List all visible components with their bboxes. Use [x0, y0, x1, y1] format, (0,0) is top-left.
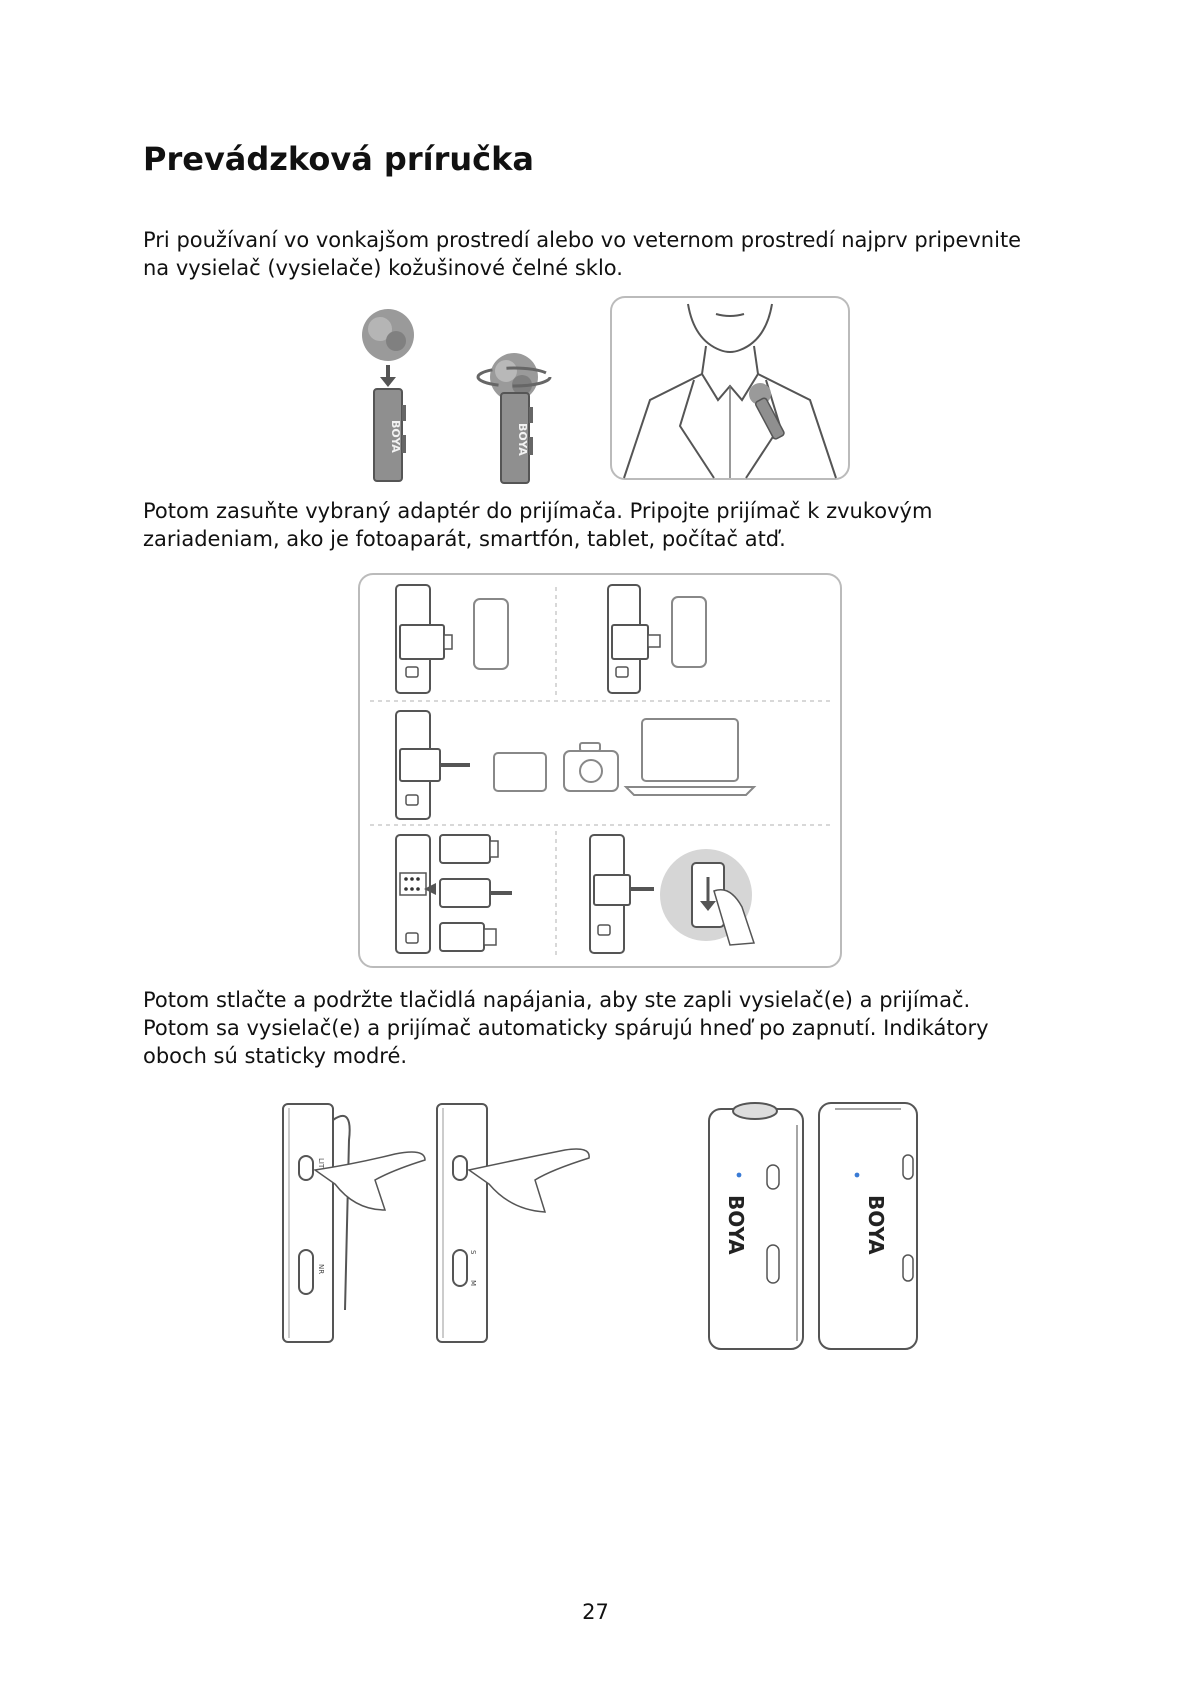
- receiver-indicator: [737, 1173, 742, 1178]
- paragraph-adapter: Potom zasuňte vybraný adaptér do prijímača. Pripojte prijímač k zvukovým zariadeniam, ako je fotoaparát, smartfón, tablet, počítač atď.: [143, 499, 933, 551]
- windscreen-attach-illustration: [356, 305, 576, 485]
- transmitter-indicator: [855, 1173, 860, 1178]
- page-number: 27: [582, 1600, 609, 1624]
- nr-label: NR: [317, 1264, 325, 1275]
- brand-label-receiver: BOYA: [724, 1195, 748, 1255]
- paragraph-windscreen: Pri používaní vo vonkajšom prostredí alebo vo veternom prostredí najprv pripevnite na vysielač (vysielače) kožušinové čelné sklo.: [143, 228, 1022, 280]
- mode-m-label: M: [469, 1280, 477, 1287]
- brand-label-1: BOYA: [389, 420, 402, 453]
- power-button-press-illustration: [275, 1100, 615, 1350]
- receiver-adapters-illustration: [358, 573, 842, 968]
- brand-label-transmitter: BOYA: [864, 1195, 888, 1255]
- paired-devices-illustration: [705, 1095, 925, 1355]
- page-title: Prevádzková príručka: [143, 140, 534, 178]
- lite-label: LITE: [317, 1158, 325, 1173]
- mode-s-label: S: [469, 1250, 477, 1255]
- brand-label-2: BOYA: [516, 423, 529, 456]
- paragraph-power-on: Potom stlačte a podržte tlačidlá napájania, aby ste zapli vysielač(e) a prijímač. Potom sa vysielač(e) a prijímač automaticky spárujú hneď po zapnutí. Indikátory oboch sú staticky modré.: [143, 988, 989, 1068]
- wearing-transmitter-illustration: [610, 296, 850, 480]
